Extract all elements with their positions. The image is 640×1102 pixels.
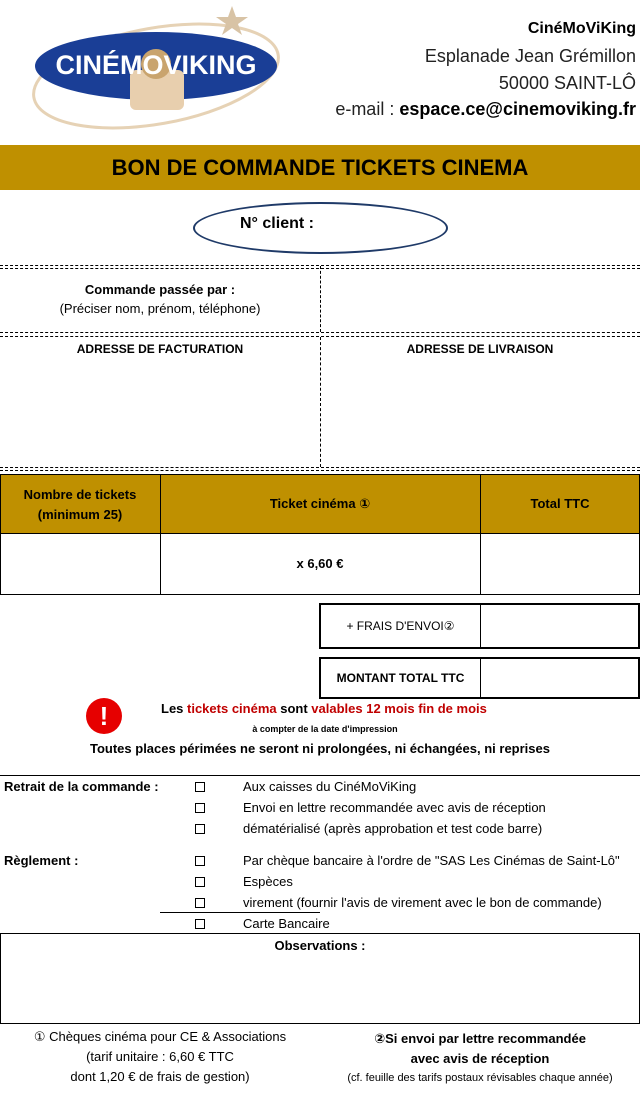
commande-input[interactable] (322, 270, 638, 330)
company-city: 50000 SAINT-LÔ (498, 73, 636, 93)
reglement-option-especes: Espèces (243, 874, 293, 889)
company-email-line (335, 99, 636, 120)
observations-label: Observations : (274, 938, 366, 953)
retrait-checkbox-caisses[interactable] (195, 782, 205, 792)
header-ticket-count-line1: Nombre de tickets (23, 487, 137, 502)
reglement-checkbox-especes[interactable] (195, 877, 205, 887)
company-name: CinéMoViKing (527, 20, 636, 37)
client-number-label: N° client : (240, 215, 314, 232)
retrait-option-dematerialise: dématérialisé (après approbation et test code barre) (243, 821, 543, 836)
validity-text-1: Les (161, 701, 188, 716)
header-total-ttc: Total TTC (530, 496, 590, 511)
montant-total-input[interactable] (482, 660, 637, 696)
unit-price: x 6,60 € (296, 556, 344, 571)
divider (0, 332, 640, 333)
footnote-cheques-line2: (tarif unitaire : 6,60 € TTC (86, 1049, 234, 1064)
alert-icon (86, 698, 122, 734)
table-col-divider (480, 657, 481, 699)
logo-text: CINÉMOVIKING (55, 50, 257, 80)
reglement-option-carte: Carte Bancaire (243, 916, 330, 931)
reglement-checkbox-cheque[interactable] (195, 856, 205, 866)
alert-icon-glyph: ! (99, 701, 109, 731)
company-street: Esplanade Jean Grémillon (424, 46, 636, 66)
reglement-label: Règlement : (4, 853, 79, 868)
validity-notice (161, 701, 487, 716)
header-ticket-count (0, 485, 160, 525)
commande-label: Commande passée par : (84, 282, 236, 297)
total-ttc-input[interactable] (482, 535, 638, 593)
divider (160, 912, 320, 913)
footnote-envoi (320, 1029, 640, 1087)
footnote-envoi-line3: (cf. feuille des tarifs postaux révisables chaque année) (347, 1072, 613, 1084)
email-address[interactable]: espace.ce@cinemoviking.fr (399, 99, 636, 119)
header-ticket-count-line2: (minimum 25) (37, 507, 123, 522)
validity-text-3: sont (276, 701, 312, 716)
delivery-address-input[interactable] (323, 360, 638, 464)
delivery-address-label: ADRESSE DE LIVRAISON (406, 342, 554, 356)
retrait-option-caisses: Aux caisses du CinéMoViKing (243, 779, 417, 794)
reglement-option-virement: virement (fournir l'avis de virement avec le bon de commande) (243, 895, 602, 910)
retrait-option-recommandee: Envoi en lettre recommandée avec avis de réception (243, 800, 546, 815)
retrait-label: Retrait de la commande : (4, 779, 159, 794)
ticket-quantity-input[interactable] (2, 535, 158, 593)
retrait-checkbox-dematerialise[interactable] (195, 824, 205, 834)
frais-envoi-label: + FRAIS D'ENVOI② (346, 619, 455, 633)
table-col-divider (480, 603, 481, 649)
page-title: BON DE COMMANDE TICKETS CINEMA (111, 155, 529, 180)
footnote-envoi-line1: ②Si envoi par lettre recommandée (374, 1031, 586, 1046)
retrait-checkbox-recommandee[interactable] (195, 803, 205, 813)
commande-hint: (Préciser nom, prénom, téléphone) (59, 301, 261, 316)
divider (0, 775, 640, 776)
header-ticket-type: Ticket cinéma ① (269, 496, 371, 511)
title-bar (0, 145, 640, 190)
validity-warning: Toutes places périmées ne seront ni prolongées, ni échangées, ni reprises (90, 741, 550, 756)
reglement-checkbox-virement[interactable] (195, 898, 205, 908)
footnote-envoi-line2: avec avis de réception (410, 1051, 550, 1066)
footnote-cheques-line1: ① Chèques cinéma pour CE & Associations (33, 1029, 287, 1044)
divider (0, 467, 640, 468)
validity-text-4: valables 12 mois fin de mois (311, 701, 487, 716)
footnote-cheques (0, 1027, 320, 1087)
divider (0, 470, 640, 471)
reglement-option-cheque: Par chèque bancaire à l'ordre de "SAS Les Cinémas de Saint-Lô" (243, 853, 620, 868)
validity-subtext: à compter de la date d'impression (252, 724, 398, 734)
billing-address-input[interactable] (2, 360, 318, 464)
reglement-checkbox-carte[interactable] (195, 919, 205, 929)
divider (320, 266, 321, 332)
client-number-field[interactable] (193, 202, 448, 254)
observations-input[interactable] (3, 956, 637, 1021)
montant-total-label: MONTANT TOTAL TTC (336, 671, 465, 685)
billing-address-label: ADRESSE DE FACTURATION (76, 342, 244, 356)
company-logo (28, 4, 290, 134)
validity-text-2: tickets cinéma (187, 701, 277, 716)
frais-envoi-input[interactable] (482, 606, 637, 646)
footnote-cheques-line3: dont 1,20 € de frais de gestion) (70, 1069, 250, 1084)
email-label: e-mail : (335, 99, 395, 119)
logo-graphic (28, 4, 290, 134)
divider (320, 337, 321, 467)
